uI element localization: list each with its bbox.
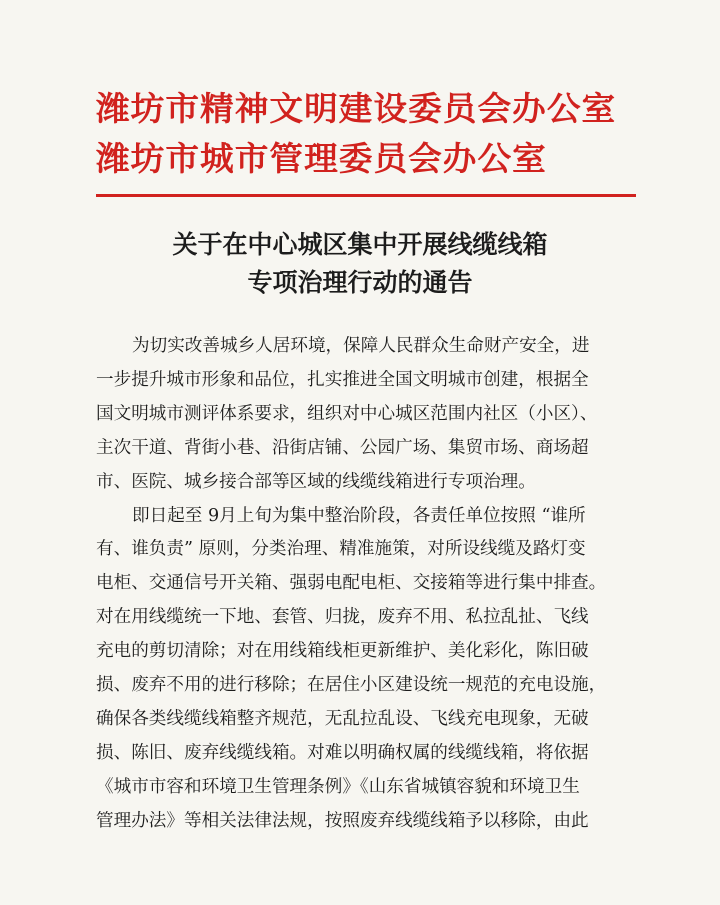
- issuer-name-2: 潍坊市城市管理委员会办公室: [96, 139, 547, 178]
- body-line: 为切实改善城乡人居环境，保障人民群众生命财产安全，进: [132, 336, 590, 356]
- notice-title-line-1: 关于在中心城区集中开展线缆线箱: [172, 230, 548, 259]
- red-divider-rule: [96, 194, 636, 197]
- body-line: 主次干道、背街小巷、沿街店铺、公园广场、集贸市场、商场超: [96, 437, 589, 458]
- body-line: 电柜、交通信号开关箱、强弱电配电柜、交接箱等进行集中排查。: [96, 573, 607, 594]
- issuer-name-1: 潍坊市精神文明建设委员会办公室: [96, 89, 617, 128]
- notice-title: [0, 226, 720, 302]
- notice-body: [96, 330, 636, 839]
- body-line: 确保各类线缆线箱整齐规范，无乱拉乱设、飞线充电现象，无破: [96, 708, 589, 729]
- body-line: 即日起至 9月上旬为集中整治阶段，各责任单位按照 “谁所: [132, 505, 586, 526]
- body-line: 损、废弃不用的进行移除；在居住小区建设统一规范的充电设施，: [96, 675, 607, 696]
- issuer-header: [96, 84, 636, 184]
- body-line: 国文明城市测评体系要求，组织对中心城区范围内社区（小区）、: [96, 403, 598, 424]
- body-line: 对在用线缆统一下地、套管、归拢，废弃不用、私拉乱扯、飞线: [96, 607, 589, 628]
- body-line: 充电的剪切清除；对在用线箱线柜更新维护、美化彩化，陈旧破: [96, 641, 589, 662]
- body-line: 损、陈旧、废弃线缆线箱。对难以明确权属的线缆线箱，将依据: [96, 742, 589, 763]
- body-line: 《城市市容和环境卫生管理条例》《山东省城镇容貌和环境卫生: [96, 776, 580, 797]
- body-line: 有、谁负责” 原则，分类治理、精准施策，对所设线缆及路灯变: [96, 539, 586, 560]
- body-line: 市、医院、城乡接合部等区域的线缆线箱进行专项治理。: [96, 471, 536, 492]
- notice-title-line-2: 专项治理行动的通告: [247, 268, 473, 297]
- body-line: 一步提升城市形象和品位，扎实推进全国文明城市创建，根据全: [96, 369, 589, 390]
- body-line: 管理办法》等相关法律法规，按照废弃线缆线箱予以移除，由此: [96, 810, 589, 831]
